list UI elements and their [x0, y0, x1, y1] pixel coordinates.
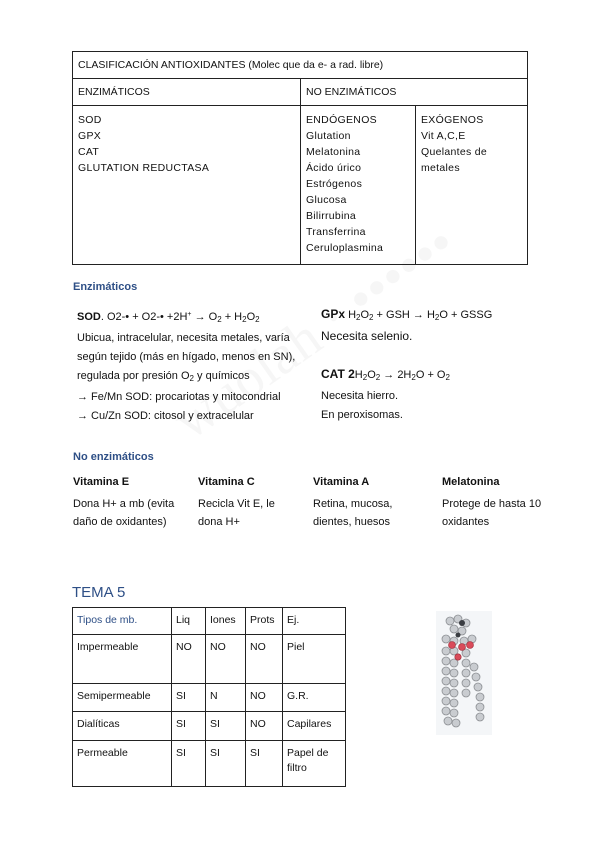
table-cell: Dialíticas: [73, 712, 172, 741]
exogenous-header: EXÓGENOS: [421, 114, 484, 126]
table-cell: SI: [172, 741, 206, 787]
cat-note: Necesita hierro.: [321, 390, 399, 402]
gpx-label: GPx: [321, 307, 346, 321]
cat-formula: CAT $2H_2O_2 \to 2H_2O + O_2$: [321, 367, 450, 382]
sod-text-line: Ubicua, intracelular, necesita metales, varía: [77, 332, 290, 344]
endogenous-item: Bilirrubina: [306, 210, 356, 222]
vitamin-text: Retina, mucosa,: [313, 498, 393, 510]
endogenous-item: Ácido úrico: [306, 162, 362, 174]
table-header-cell: Iones: [206, 608, 246, 635]
sod-label: SOD: [77, 311, 101, 323]
table-cell: SI: [172, 684, 206, 712]
vitamin-text: dientes, huesos: [313, 516, 391, 528]
endogenous-item: Ceruloplasmina: [306, 242, 384, 254]
enzymatic-section-title: Enzimáticos: [73, 281, 138, 293]
endogenous-item: Glucosa: [306, 194, 347, 206]
table-cell: SI: [246, 741, 283, 787]
gpx-block: [321, 305, 492, 346]
table-cell: Piel: [283, 635, 346, 684]
table-row: [73, 741, 346, 787]
enzymatic-item: GPX: [78, 130, 102, 142]
vitamin-name: Vitamina C: [198, 476, 255, 488]
table-header-cell: Prots: [246, 608, 283, 635]
enzymatic-item: GLUTATION REDUCTASA: [78, 162, 210, 174]
exogenous-list: [416, 106, 528, 265]
vitamin-text: Protege de hasta 10: [442, 498, 542, 510]
cat-label: CAT 2: [321, 367, 355, 381]
sod-text-line: según tejido (más en hígado, menos en SN),: [77, 351, 296, 363]
exogenous-item: Vit A,C,E: [421, 130, 466, 142]
vitamin-name: Vitamina A: [313, 476, 370, 488]
exogenous-item: metales: [421, 162, 460, 174]
table-row: [73, 635, 346, 684]
table-cell: Permeable: [73, 741, 172, 787]
cat-note: En peroxisomas.: [321, 409, 403, 421]
endogenous-item: Estrógenos: [306, 178, 363, 190]
endogenous-header: ENDÓGENOS: [306, 114, 377, 126]
classification-title: CLASIFICACIÓN ANTIOXIDANTES (Molec que da e- a rad. libre): [73, 52, 528, 79]
sod-text-line: regulada por presión $O_2$ y químicos: [77, 370, 250, 383]
exogenous-item: Quelantes de: [421, 146, 488, 158]
table-cell: G.R.: [283, 684, 346, 712]
vitamin-name: Vitamina E: [73, 476, 130, 488]
table-cell: Capilares: [283, 712, 346, 741]
sod-text-line: → Fe/Mn SOD: procariotas y mitocondrial: [77, 391, 281, 403]
enzymatic-item: CAT: [78, 146, 100, 158]
phospholipid-molecule-image: [436, 611, 492, 735]
table-cell: N: [206, 684, 246, 712]
table-cell: Impermeable: [73, 635, 172, 684]
cat-block: [321, 365, 450, 425]
table-cell: NO: [206, 635, 246, 684]
table-cell: NO: [246, 635, 283, 684]
table-cell: Semipermeable: [73, 684, 172, 712]
table-cell: NO: [172, 635, 206, 684]
enzymatic-header: ENZIMÁTICOS: [73, 79, 301, 106]
non-enzymatic-header: NO ENZIMÁTICOS: [301, 79, 528, 106]
table-row: [73, 684, 346, 712]
vitamin-name: Melatonina: [442, 476, 500, 488]
sod-text-line: → Cu/Zn SOD: citosol y extracelular: [77, 410, 254, 422]
tema-title: TEMA 5: [72, 584, 126, 601]
table-header-cell: Ej.: [283, 608, 346, 635]
endogenous-item: Glutation: [306, 130, 351, 142]
vitamin-text: daño de oxidantes): [73, 516, 167, 528]
table-cell: SI: [206, 741, 246, 787]
vitamin-text: oxidantes: [442, 516, 490, 528]
table-cell: SI: [172, 712, 206, 741]
vitamin-text: Dona H+ a mb (evita: [73, 498, 175, 510]
sod-formula: SOD. O2-• + O2-• $+2H^+ \to O_2 + H_2O_2$: [77, 311, 260, 324]
sod-block: [77, 305, 295, 426]
classification-table: [72, 51, 528, 265]
melatonina-block: [442, 473, 541, 531]
endogenous-list: [301, 106, 416, 265]
table-cell: SI: [206, 712, 246, 741]
non-enzymatic-section-title: No enzimáticos: [73, 451, 154, 463]
table-cell: NO: [246, 684, 283, 712]
table-header-cell: Liq: [172, 608, 206, 635]
vitamin-c-block: [198, 473, 275, 531]
membrane-types-table: [72, 607, 346, 787]
table-row: [73, 712, 346, 741]
enzymatic-item: SOD: [78, 114, 102, 126]
endogenous-item: Transferrina: [306, 226, 366, 238]
table-header-row: [73, 608, 346, 635]
vitamin-a-block: [313, 473, 392, 531]
vitamin-e-block: [73, 473, 174, 531]
table-header-cell: Tipos de mb.: [73, 608, 172, 635]
table-cell: NO: [246, 712, 283, 741]
gpx-note: Necesita selenio.: [321, 329, 413, 343]
vitamin-text: dona H+: [198, 516, 240, 528]
endogenous-item: Melatonina: [306, 146, 361, 158]
gpx-formula: GPx $H_2O_2$ + GSH → $H_2O$ + GSSG: [321, 307, 493, 322]
vitamin-text: Recicla Vit E, le: [198, 498, 275, 510]
enzymatic-list: [73, 106, 301, 265]
table-cell: Papel de filtro: [283, 741, 346, 787]
